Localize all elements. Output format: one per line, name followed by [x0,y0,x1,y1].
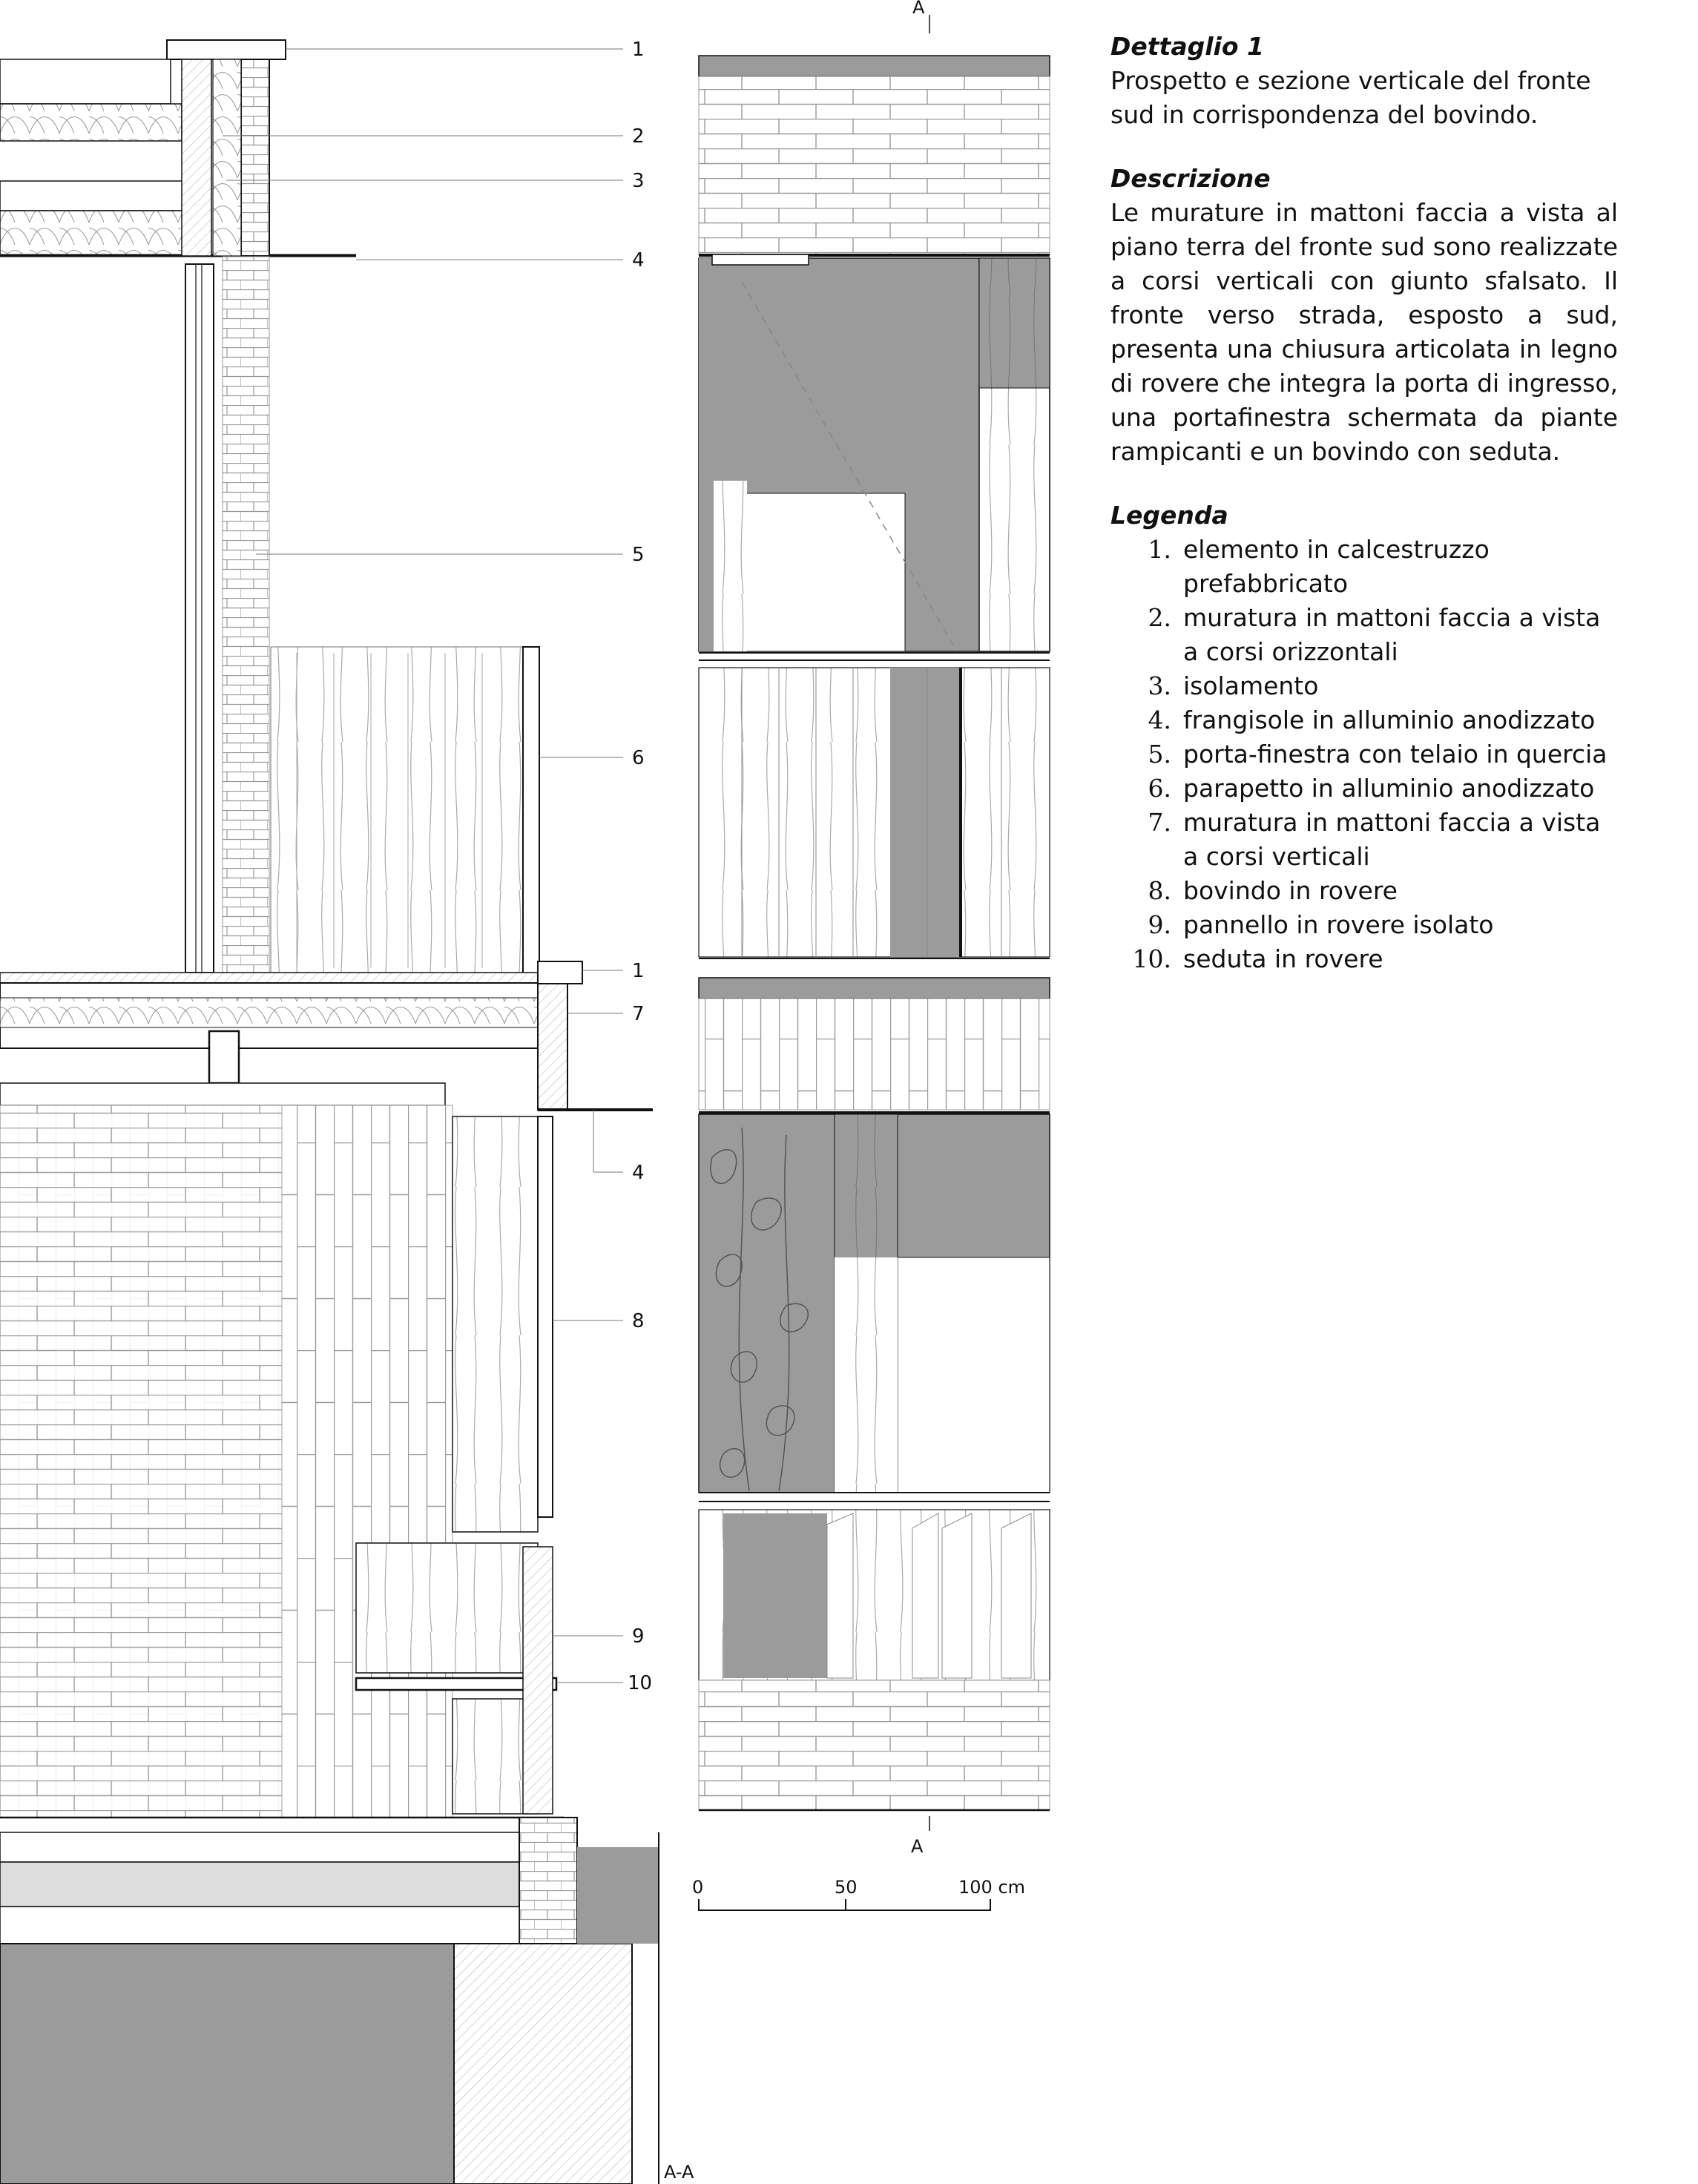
roof-insulation [0,104,182,141]
foundation-bricks [519,1818,577,1944]
legend-num: 8. [1148,876,1171,905]
legend-heading: Legenda [1110,501,1228,530]
legend-item [1110,908,1618,942]
legend-item [1110,601,1618,669]
text-panel [1110,30,1618,976]
callout-5: 5 [632,544,645,566]
callout-9: 9 [632,1625,645,1648]
brick-strip [223,257,269,973]
legend-item [1110,737,1618,772]
legend-num: 6. [1148,774,1171,803]
callout-4-bottom: 4 [632,1162,645,1184]
detail-subtitle: Prospetto e sezione verticale del fronte sud in corrispondenza del bovindo. [1110,66,1591,129]
section-mark-bottom: A [911,1836,924,1857]
balcony-parapet [271,647,538,973]
legend-num: 1. [1148,535,1171,564]
section-mark-top: A [912,0,925,18]
foundation-concrete [0,1944,454,2184]
french-window [185,264,214,973]
scale-zero: 0 [692,1877,704,1898]
legend-num: 7. [1148,808,1171,837]
legend-item [1110,669,1618,703]
legend-item [1110,533,1618,601]
ground-slab [0,1832,519,1862]
legend-num: 9. [1148,910,1171,939]
precast-ledge [538,961,582,984]
legend-item [1110,874,1618,908]
upper-brick-wall [241,59,269,256]
legend-item [1110,772,1618,806]
section-label-aa: A-A [664,2162,694,2183]
legend-text: muratura in mattoni faccia a vista a corsi verticali [1183,808,1601,871]
legend-text: elemento in calcestruzzo prefabbricato [1183,535,1490,598]
legend-item [1110,942,1618,976]
legend-num: 2. [1148,603,1171,632]
steel-beam [209,1031,239,1083]
scale-end: 100 cm [958,1877,1026,1898]
legend-item [1110,703,1618,737]
oak-panel [356,1543,538,1673]
legend-list [1110,533,1618,976]
callout-4-top: 4 [632,249,645,272]
legend-text: frangisole in alluminio anodizzato [1183,705,1596,734]
callout-8: 8 [632,1310,645,1332]
callout-7: 7 [632,1003,645,1025]
legend-num: 4. [1148,705,1171,734]
roof-insulation-2 [0,211,193,255]
upper-brick-wall-section [182,59,211,256]
legend-text: porta-finestra con telaio in quercia [1183,740,1607,769]
scale-bar [699,1899,990,1910]
vertical-brick-section [538,984,567,1110]
legend-text: seduta in rovere [1183,944,1383,973]
legend-num: 5. [1148,740,1171,769]
legend-num: 3. [1148,671,1171,700]
callout-6: 6 [632,747,645,769]
legend-text: parapetto in alluminio anodizzato [1183,774,1595,803]
legend-text: isolamento [1183,671,1319,700]
legend-text: pannello in rovere isolato [1183,910,1494,939]
bay-window [453,1116,538,1532]
callout-1-top: 1 [632,39,645,61]
floor-finish [0,973,538,983]
legend-text: bovindo in rovere [1183,876,1398,905]
callout-3: 3 [632,170,645,192]
parapet-cap [167,40,286,59]
roof-board [0,181,189,211]
description-text: Le murature in mattoni faccia a vista al piano terra del fronte sud sono realizzate a corsi verticali con giunto sfalsato. Il fronte verso strada, esposto a sud, presenta una chiusura articolata in legno di rovere che integra la porta di ingresso, una portafinestra schermata da piante rampicanti e un bovindo con seduta. [1110,198,1618,466]
legend-text: muratura in mattoni faccia a vista a corsi orizzontali [1183,603,1601,666]
legend-num: 10. [1132,944,1171,973]
callout-1-bottom: 1 [632,960,645,982]
elevation-view [699,15,1050,1831]
detail-title: Dettaglio 1 [1110,32,1264,61]
scale-mid: 50 [835,1877,858,1898]
callout-10: 10 [628,1672,653,1694]
callout-2: 2 [632,125,645,148]
legend-item [1110,806,1618,874]
description-heading: Descrizione [1110,164,1271,193]
roof-layer [0,59,171,104]
